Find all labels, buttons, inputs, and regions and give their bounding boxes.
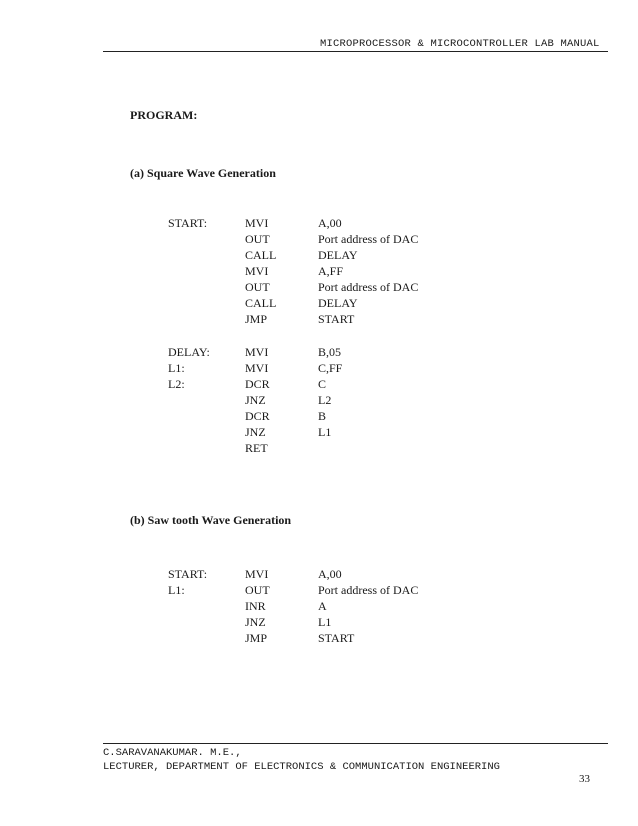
code-label: L2:	[168, 377, 185, 391]
code-operand: Port address of DAC	[318, 232, 419, 246]
code-operand: DELAY	[318, 248, 358, 262]
code-opcode: MVI	[245, 345, 269, 359]
code-opcode: JMP	[245, 631, 268, 645]
code-opcode: JMP	[245, 312, 268, 326]
code-operand: L1	[318, 615, 332, 629]
running-header-title: MICROPROCESSOR & MICROCONTROLLER LAB MANUAL	[320, 38, 600, 50]
code-opcode: JNZ	[245, 425, 266, 439]
code-opcode: JNZ	[245, 393, 266, 407]
code-opcode: OUT	[245, 232, 270, 246]
page-number: 33	[579, 773, 590, 785]
code-opcode: RET	[245, 441, 268, 455]
code-operand: C,FF	[318, 361, 343, 375]
code-opcode: MVI	[245, 361, 269, 375]
code-operand: A	[318, 599, 327, 613]
code-operand: L1	[318, 425, 332, 439]
code-operand: START	[318, 312, 355, 326]
program-heading: PROGRAM:	[130, 108, 198, 122]
sawtooth-wave-heading: (b) Saw tooth Wave Generation	[130, 513, 292, 527]
code-opcode: CALL	[245, 248, 277, 262]
code-operand: L2	[318, 393, 332, 407]
code-opcode: OUT	[245, 583, 270, 597]
square-wave-heading: (a) Square Wave Generation	[130, 166, 276, 180]
code-label: START:	[168, 216, 208, 230]
code-opcode: MVI	[245, 264, 269, 278]
code-opcode: CALL	[245, 296, 277, 310]
code-operand: A,00	[318, 216, 342, 230]
code-operand: A,00	[318, 567, 342, 581]
code-opcode: MVI	[245, 567, 269, 581]
footer-position: LECTURER, DEPARTMENT OF ELECTRONICS & COMMUNICATION ENGINEERING	[103, 761, 500, 773]
code-opcode: INR	[245, 599, 266, 613]
code-opcode: DCR	[245, 409, 270, 423]
code-operand: B	[318, 409, 327, 423]
code-operand: START	[318, 631, 355, 645]
code-opcode: MVI	[245, 216, 269, 230]
code-label: L1:	[168, 361, 185, 375]
code-operand: A,FF	[318, 264, 344, 278]
code-label: DELAY:	[168, 345, 210, 359]
code-operand: Port address of DAC	[318, 583, 419, 597]
code-opcode: DCR	[245, 377, 270, 391]
code-opcode: OUT	[245, 280, 270, 294]
code-opcode: JNZ	[245, 615, 266, 629]
code-label: L1:	[168, 583, 185, 597]
code-operand: B,05	[318, 345, 342, 359]
footer-rule	[103, 743, 608, 744]
code-operand: DELAY	[318, 296, 358, 310]
code-operand: Port address of DAC	[318, 280, 419, 294]
code-operand: C	[318, 377, 327, 391]
code-label: START:	[168, 567, 208, 581]
footer-author: C.SARAVANAKUMAR. M.E.,	[103, 747, 242, 759]
header-rule	[103, 51, 608, 52]
